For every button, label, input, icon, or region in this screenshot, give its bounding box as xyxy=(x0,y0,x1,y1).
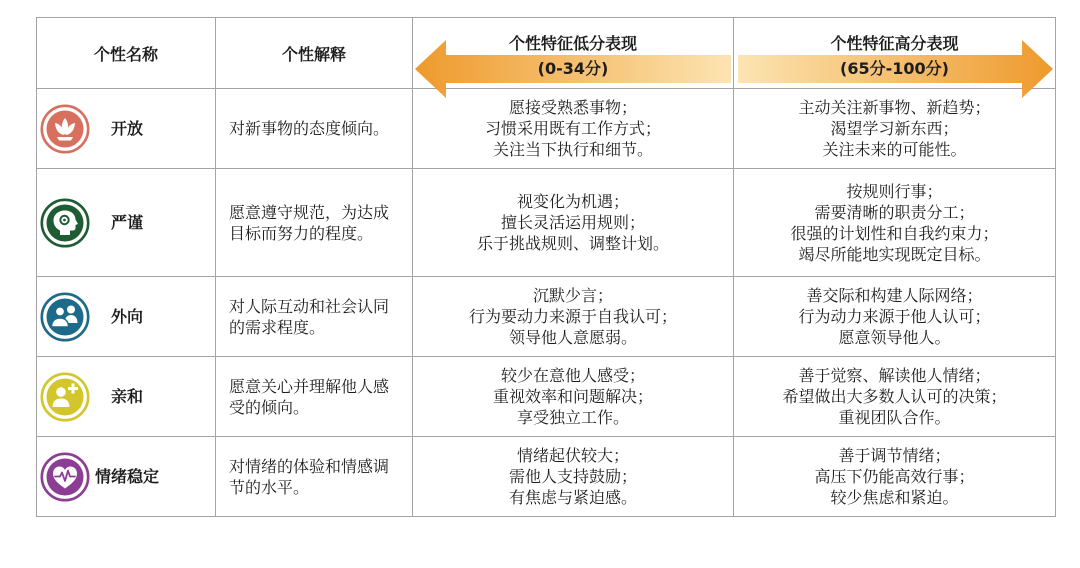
high-score-line: 愿意领导他人。 xyxy=(838,328,951,347)
trait-name-cell xyxy=(37,169,215,276)
header-name-label: 个性名称 xyxy=(93,44,158,64)
trait-description-cell xyxy=(216,89,412,168)
heart-pulse-icon xyxy=(40,452,90,502)
low-score-cell xyxy=(413,357,733,436)
high-score-cell xyxy=(734,357,1055,436)
header-name-column xyxy=(37,18,215,88)
header-high-score-title: 个性特征高分表现 xyxy=(830,34,959,53)
low-score-line: 愿接受熟悉事物； xyxy=(508,98,637,117)
trait-name-cell xyxy=(37,277,215,356)
high-score-line: 很强的计划性和自我约束力； xyxy=(790,223,999,243)
trait-description-cell xyxy=(216,437,412,516)
high-score-line: 需要清晰的职责分工； xyxy=(814,202,975,222)
description-line: 愿意遵守规范，为达成 xyxy=(229,202,390,222)
low-score-line: 享受独立工作。 xyxy=(516,408,629,427)
header-high-score-column xyxy=(734,18,1055,88)
trait-description-cell xyxy=(216,277,412,356)
high-score-line: 主动关注新事物、新趋势； xyxy=(798,98,991,117)
low-score-line: 沉默少言； xyxy=(532,286,613,305)
description-line: 受的倾向。 xyxy=(229,397,310,417)
description-line: 的需求程度。 xyxy=(229,317,326,337)
head-gear-icon xyxy=(40,198,90,248)
header-low-score-range: (0-34分) xyxy=(537,59,609,78)
low-score-cell xyxy=(413,89,733,168)
low-score-line: 领导他人意愿弱。 xyxy=(508,328,637,347)
trait-description-cell xyxy=(216,357,412,436)
description-line: 对情绪的体验和情感调 xyxy=(229,456,390,476)
trait-label: 外向 xyxy=(110,306,143,326)
low-score-line: 需他人支持鼓励； xyxy=(508,467,637,486)
high-score-line: 较少焦虑和紧迫。 xyxy=(830,488,959,507)
trait-name-cell xyxy=(37,357,215,436)
low-score-line: 情绪起伏较大； xyxy=(516,446,629,465)
trait-label: 开放 xyxy=(110,118,143,138)
high-score-line: 善于觉察、解读他人情绪； xyxy=(798,366,991,385)
high-score-line: 重视团队合作。 xyxy=(838,408,951,427)
low-score-line: 习惯采用既有工作方式； xyxy=(484,119,661,138)
trait-label: 情绪稳定 xyxy=(94,466,159,486)
header-low-score-column xyxy=(413,18,733,88)
description-line: 目标而努力的程度。 xyxy=(229,223,374,243)
low-score-line: 行为要动力来源于自我认可； xyxy=(468,307,677,326)
description-line: 对新事物的态度倾向。 xyxy=(229,119,390,138)
header-description-label: 个性解释 xyxy=(281,44,346,64)
high-score-cell xyxy=(734,277,1055,356)
people-icon xyxy=(40,292,90,342)
low-score-line: 较少在意他人感受； xyxy=(500,366,645,385)
low-score-line: 重视效率和问题解决； xyxy=(492,387,653,406)
trait-label: 亲和 xyxy=(110,386,143,406)
person-plus-icon xyxy=(40,372,90,422)
lotus-icon xyxy=(40,104,90,154)
high-score-line: 按规则行事； xyxy=(846,181,943,201)
high-score-cell xyxy=(734,437,1055,516)
high-score-cell xyxy=(734,89,1055,168)
description-line: 愿意关心并理解他人感 xyxy=(229,376,390,396)
high-score-cell xyxy=(734,169,1055,276)
trait-label: 严谨 xyxy=(110,212,143,232)
trait-description-cell xyxy=(216,169,412,276)
low-score-line: 关注当下执行和细节。 xyxy=(492,140,653,159)
high-score-line: 善交际和构建人际网络； xyxy=(806,286,983,305)
header-low-score-title: 个性特征低分表现 xyxy=(508,34,637,53)
description-line: 节的水平。 xyxy=(229,477,310,497)
low-score-line: 有焦虑与紧迫感。 xyxy=(508,488,637,507)
low-score-line: 视变化为机遇； xyxy=(516,192,629,211)
low-score-line: 擅长灵活运用规则； xyxy=(500,213,645,232)
low-score-cell xyxy=(413,277,733,356)
high-score-line: 善于调节情绪； xyxy=(838,446,951,465)
low-score-cell xyxy=(413,169,733,276)
high-score-line: 行为动力来源于他人认可； xyxy=(798,307,991,326)
high-score-line: 渴望学习新东西； xyxy=(830,119,959,138)
high-score-line: 关注未来的可能性。 xyxy=(822,140,967,159)
header-description-column xyxy=(216,18,412,88)
description-line: 对人际互动和社会认同 xyxy=(229,296,390,316)
low-score-cell xyxy=(413,437,733,516)
low-score-line: 乐于挑战规则、调整计划。 xyxy=(476,234,669,253)
trait-name-cell xyxy=(37,437,215,516)
trait-name-cell xyxy=(37,89,215,168)
personality-trait-table xyxy=(36,17,1056,517)
high-score-line: 高压下仍能高效行事； xyxy=(814,467,975,486)
header-high-score-range: (65分-100分) xyxy=(840,59,949,78)
high-score-line: 希望做出大多数人认可的决策； xyxy=(782,387,1007,406)
high-score-line: 竭尽所能地实现既定目标。 xyxy=(798,244,991,264)
